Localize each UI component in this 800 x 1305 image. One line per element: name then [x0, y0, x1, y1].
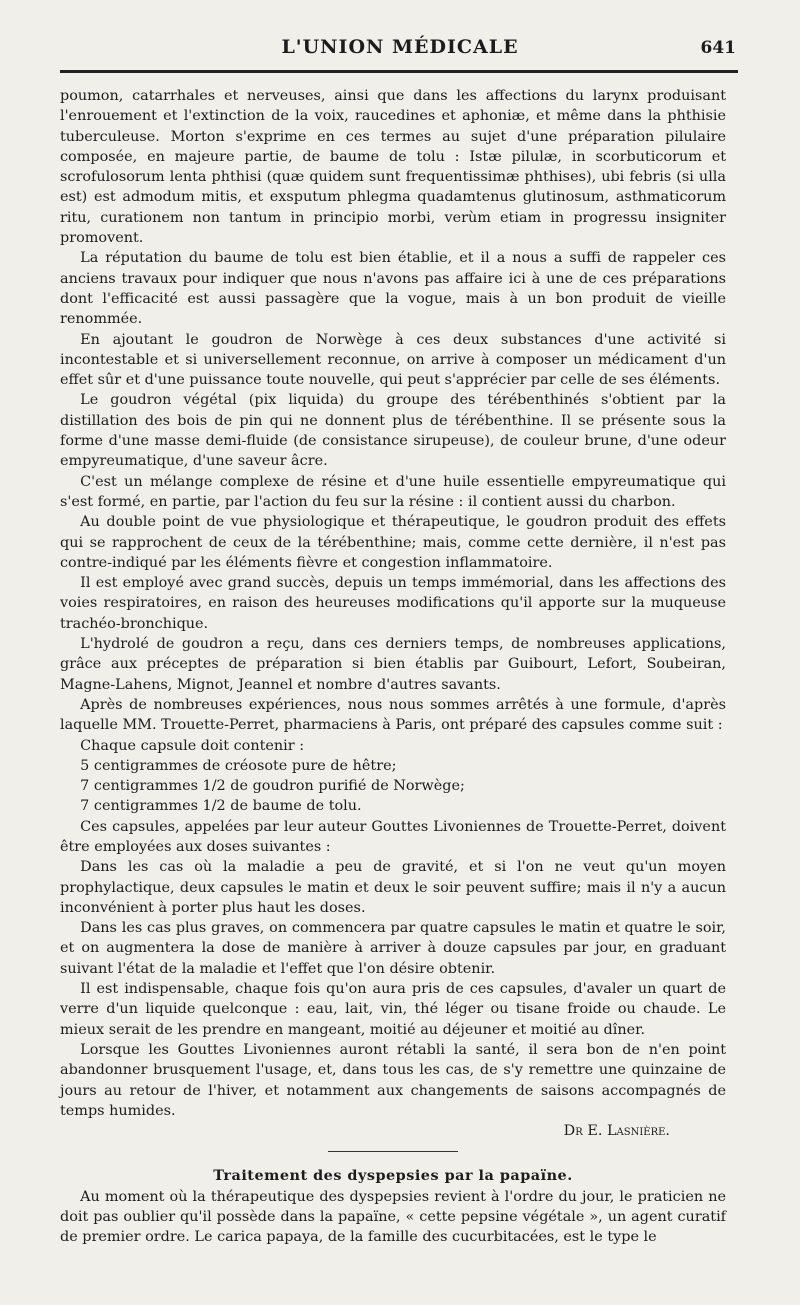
paragraph: Le goudron végétal (pix liquida) du groupe des térébenthinés s'obtient par la distillation des bois de pin qui ne donnent plus de térébenthine. Il se présente sous la forme d'une masse demi-fluide (de consistance sirupeuse), de couleur brune, d'une odeur empyreumatique, d'une saveur âcre. [60, 392, 726, 470]
paragraph: Au double point de vue physiologique et thérapeutique, le goudron produit des effets qui se rapprochent de ceux de la térébenthine; mais, comme cette dernière, il n'est pas contre-indiqué par les éléments fièvre et congestion inflammatoire. [60, 514, 726, 571]
paragraph: La réputation du baume de tolu est bien établie, et il a nous a suffi de rappeler ces anciens travaux pour indiquer que nous n'avons pas affaire ici à une de ces préparations dont l'efficacité est aussi passagère que la vogue, mais à un bon produit de vieille renommée. [60, 250, 726, 328]
paragraph: poumon, catarrhales et nerveuses, ainsi que dans les affections du larynx produisant l'enrouement et l'extinction de la voix, raucedines et aphoniæ, et même dans la phthisie tuberculeuse. Morton s'exprime en ces termes au sujet d'une préparation pilulaire composée, en majeure partie, de baume de tolu : Istæ pilulæ, in scorbuticorum et scrofulosorum lenta phthisi (quæ quidem sunt frequentissimæ phthises), ubi febris (si ulla est) est admodum mitis, et exsputum phlegma quadamtenus glutinosum, asthmaticorum ritu, curationem non tantum in principio morbi, verùm etiam in progressu insigniter promovent. [60, 88, 726, 247]
paragraph: L'hydrolé de goudron a reçu, dans ces derniers temps, de nombreuses applications, grâce aux préceptes de préparation si bien établis par Guibourt, Lefort, Soubeiran, Magne-Lahens, Mignot, Jeannel et nombre d'autres savants. [60, 636, 726, 693]
formula-line: 7 centigrammes 1/2 de baume de tolu. [80, 798, 362, 815]
paragraph: Il est indispensable, chaque fois qu'on aura pris de ces capsules, d'avaler un quart de verre d'un liquide quelconque : eau, lait, vin, thé léger ou tisane froide ou chaude. Le mieux serait de les prendre en mangeant, moitié au déjeuner et moitié au dîner. [60, 981, 726, 1038]
formula-line: 5 centigrammes de créosote pure de hêtre; [80, 757, 397, 774]
header-rule [60, 70, 738, 73]
author-signature: Dr E. Lasnière. [563, 1123, 670, 1140]
running-title: L'UNION MÉDICALE [281, 36, 519, 58]
paragraph: Après de nombreuses expériences, nous nous sommes arrêtés à une formule, d'après laquelle MM. Trouette-Perret, pharmaciens à Paris, ont préparé des capsules comme suit : [60, 696, 726, 734]
paragraph: Ces capsules, appelées par leur auteur Gouttes Livoniennes de Trouette-Perret, doivent être employées aux doses suivantes : [60, 818, 726, 855]
paragraph: C'est un mélange complexe de résine et d'une huile essentielle empyreumatique qui s'est formé, en partie, par l'action du feu sur la résine : il contient aussi du charbon. [60, 473, 726, 510]
paragraph: En ajoutant le goudron de Norwège à ces deux substances d'une activité si incontestable et si universellement reconnue, on arrive à composer un médicament d'un effet sûr et d'une puissance toute nouvelle, qui peut s'apprécier par celle de ses éléments. [60, 331, 726, 389]
page-header [60, 32, 740, 72]
paragraph: Il est employé avec grand succès, depuis un temps immémorial, dans les affections des voies respiratoires, en raison des heureuses modifications qu'il apporte sur la muqueuse trachéo-bronchique. [60, 575, 726, 632]
paragraph: Lorsque les Gouttes Livoniennes auront rétabli la santé, il sera bon de n'en point abandonner brusquement l'usage, et, dans tous les cas, de s'y remettre une quinzaine de jours au retour de l'hiver, et notamment aux changements de saisons accompagnés de temps humides. [60, 1041, 726, 1119]
paragraph: Dans les cas où la maladie a peu de gravité, et si l'on ne veut qu'un moyen prophylactique, deux capsules le matin et deux le soir peuvent suffire; mais il n'y a aucun inconvénient à porter plus haut les doses. [60, 859, 726, 916]
formula-line: Chaque capsule doit contenir : [80, 737, 305, 754]
article-body [60, 86, 726, 1248]
page-number: 641 [700, 38, 736, 58]
formula-line: 7 centigrammes 1/2 de goudron purifié de Norwège; [80, 778, 465, 795]
paragraph: Dans les cas plus graves, on commencera par quatre capsules le matin et quatre le soir, et on augmentera la dose de manière à arriver à douze capsules par jour, en graduant suivant l'état de la maladie et l'effet que l'on désire obtenir. [60, 920, 726, 977]
section-title: Traitement des dyspepsies par la papaïne. [213, 1167, 573, 1185]
paragraph: Au moment où la thérapeutique des dyspepsies revient à l'ordre du jour, le praticien ne doit pas oublier qu'il possède dans la papaïne, « cette pepsine végétale », un agent curatif de premier ordre. Le carica papaya, de la famille des cucurbitacées, est le type le [60, 1188, 726, 1246]
section-divider [328, 1151, 458, 1152]
